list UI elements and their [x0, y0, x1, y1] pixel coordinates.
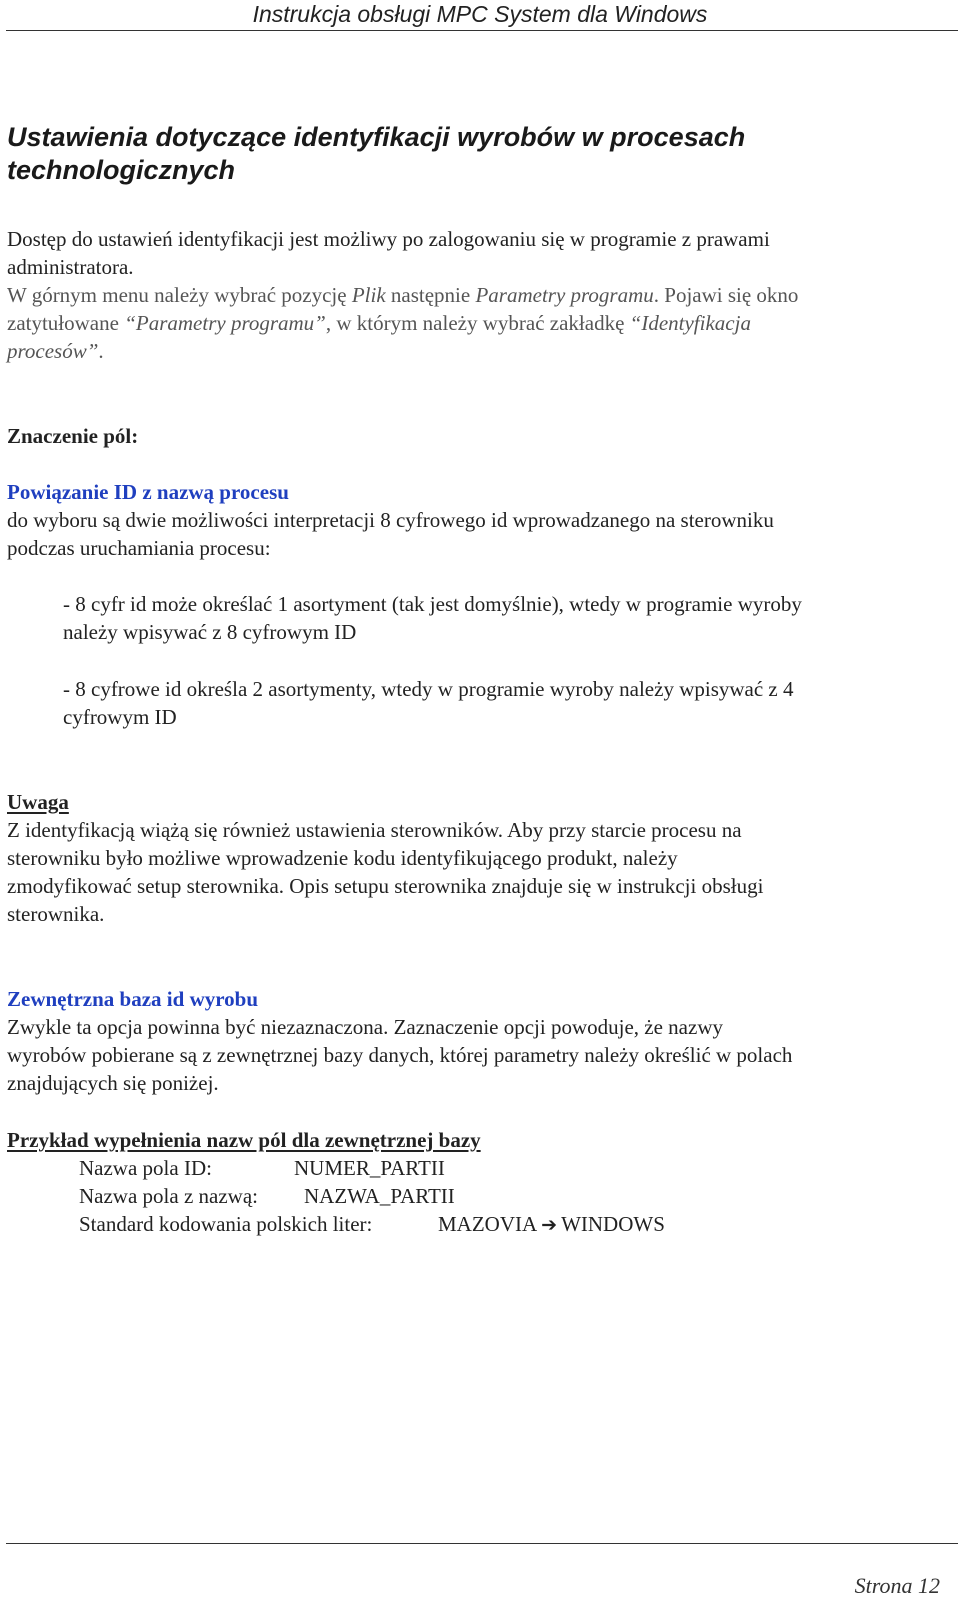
tab-reference-continued: procesów” — [7, 339, 99, 363]
example-encoding-label: Standard kodowania polskich liter: — [79, 1212, 373, 1236]
encoding-to: WINDOWS — [561, 1212, 665, 1236]
intro-line-3 — [7, 283, 798, 308]
page-number: Strona 12 — [854, 1573, 940, 1598]
note-line-3: zmodyfikować setup sterownika. Opis setupu sterownika znajduje się w instrukcji obsługi — [7, 874, 764, 898]
intro-line-2: administratora. — [7, 255, 134, 279]
document-header-title: Instrukcja obsługi MPC System dla Windows — [252, 1, 708, 27]
option-2-line-1: - 8 cyfrowe id określa 2 asortymenty, wtedy w programie wyroby należy wpisywać z 4 — [63, 677, 794, 701]
tab-reference: “Identyfikacja — [629, 311, 751, 335]
example-id-label: Nazwa pola ID: — [79, 1156, 212, 1180]
note-heading: Uwaga — [7, 790, 69, 814]
intro-text: następnie — [385, 283, 476, 307]
encoding-from: MAZOVIA — [438, 1212, 538, 1236]
footer-divider — [6, 1543, 958, 1544]
linking-line-2: podczas uruchamiania procesu: — [7, 536, 271, 560]
external-db-line-1: Zwykle ta opcja powinna być niezaznaczona. Zaznaczenie opcji powoduje, że nazwy — [7, 1015, 723, 1039]
intro-line-1: Dostęp do ustawień identyfikacji jest możliwy po zalogowaniu się w programie z prawami — [7, 227, 770, 251]
example-id-value: NUMER_PARTII — [294, 1156, 445, 1180]
external-db-line-3: znajdujących się poniżej. — [7, 1071, 219, 1095]
option-1-line-1: - 8 cyfr id może określać 1 asortyment (tak jest domyślnie), wtedy w programie wyroby — [63, 592, 802, 616]
external-db-line-2: wyrobów pobierane są z zewnętrznej bazy danych, której parametry należy określić w polach — [7, 1043, 793, 1067]
example-heading: Przykład wypełnienia nazw pól dla zewnętrznej bazy — [7, 1128, 481, 1152]
menu-item-parametry-programu: Parametry programu — [475, 283, 654, 307]
example-name-label: Nazwa pola z nazwą: — [79, 1184, 258, 1208]
menu-item-plik: Plik — [351, 283, 386, 307]
section-title-line-2: technologicznych — [7, 155, 236, 185]
linking-heading: Powiązanie ID z nazwą procesu — [7, 480, 289, 504]
header-divider — [6, 30, 958, 31]
intro-text: . — [98, 339, 104, 363]
option-2-line-2: cyfrowym ID — [63, 705, 177, 729]
linking-line-1: do wyboru są dwie możliwości interpretacji 8 cyfrowego id wprowadzanego na sterowniku — [7, 508, 774, 532]
intro-text: W górnym menu należy wybrać pozycję — [7, 283, 352, 307]
section-title-line-1: Ustawienia dotyczące identyfikacji wyrobów w procesach — [7, 122, 746, 152]
intro-text: , w którym należy wybrać zakładkę — [325, 311, 630, 335]
option-1-line-2: należy wpisywać z 8 cyfrowym ID — [63, 620, 357, 644]
intro-line-4 — [7, 311, 751, 336]
note-line-4: sterownika. — [7, 902, 105, 926]
example-encoding-value — [438, 1212, 665, 1237]
note-line-1: Z identyfikacją wiążą się również ustawienia sterowników. Aby przy starcie procesu na — [7, 818, 742, 842]
window-title-reference: “Parametry programu” — [124, 311, 326, 335]
external-db-heading: Zewnętrzna baza id wyrobu — [7, 987, 259, 1011]
note-line-2: sterowniku było możliwe wprowadzenie kodu identyfikującego produkt, należy — [7, 846, 678, 870]
example-name-value: NAZWA_PARTII — [304, 1184, 455, 1208]
intro-text: zatytułowane — [7, 311, 125, 335]
arrow-right-icon: ➔ — [541, 1214, 558, 1236]
intro-text: . Pojawi się okno — [653, 283, 799, 307]
intro-line-5 — [7, 339, 104, 364]
fields-heading: Znaczenie pól: — [7, 424, 139, 448]
